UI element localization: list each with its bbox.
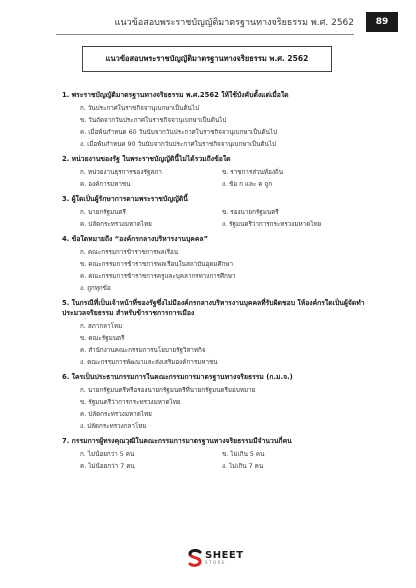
logo-text: SHEET xyxy=(205,550,244,561)
option-a: ก. นายกรัฐมนตรี xyxy=(80,209,126,216)
header-title: แนวข้อสอบพระราชบัญญัติมาตรฐานทางจริยธรรม พ.ศ. 2562 xyxy=(114,18,354,28)
question-6 xyxy=(62,372,382,433)
question-text: 7. กรรมการผู้ทรงคุณวุฒิในคณะกรรมการมาตรฐานทางจริยธรรมมีจำนวนกี่คน xyxy=(62,437,292,445)
header-rule xyxy=(56,34,354,35)
question-3 xyxy=(62,194,382,231)
option-a: ก. สภากลาโหม xyxy=(80,323,123,330)
question-4 xyxy=(62,234,382,295)
option-d: ง. ถูกทุกข้อ xyxy=(80,285,111,292)
logo-s-icon xyxy=(188,549,202,567)
sheet-store-logo xyxy=(188,546,244,570)
option-a: ก. วันประกาศในราชกิจจานุเบกษาเป็นต้นไป xyxy=(80,105,200,112)
question-text: 4. ข้อใดหมายถึง “องค์กรกลางบริหารงานบุคคล” xyxy=(62,235,209,243)
option-b: ข. คณะกรรมการข้าราชการพลเรือนในสถาบันอุดมศึกษา xyxy=(80,261,233,268)
option-a: ก. หน่วยงานธุรการของรัฐสภา xyxy=(80,169,162,176)
question-2 xyxy=(62,154,382,191)
option-c: ค. คณะกรรมการข้าราชการครูและบุคลากรทางการศึกษา xyxy=(80,273,236,280)
option-c: ค. เมื่อพ้นกำหนด 60 วันนับจากวันประกาศในราชกิจจานุเบกษาเป็นต้นไป xyxy=(80,129,278,136)
option-c: ค. องค์การมหาชน xyxy=(80,181,131,188)
question-list xyxy=(62,90,382,476)
question-text: 6. ใครเป็นประธานกรรมการในคณะกรรมการมาตรฐานทางจริยธรรม (ก.ม.จ.) xyxy=(62,373,293,381)
logo-subtext: STORE xyxy=(205,560,226,565)
option-c: ค. ปลัดกระทรวงมหาดไทย xyxy=(80,221,152,228)
option-b: ข. คณะรัฐมนตรี xyxy=(80,335,125,342)
document-title-box: แนวข้อสอบพระราชบัญญัติมาตรฐานทางจริยธรรม พ.ศ. 2562 xyxy=(82,46,332,72)
option-b: ข. รัฐมนตรีว่าการกระทรวงมหาดไทย xyxy=(80,399,181,406)
option-b: ข. ราชการส่วนท้องถิ่น xyxy=(222,169,284,176)
option-c: ค. ปลัดกระทรวงมหาดไทย xyxy=(80,411,152,418)
question-text: 1. พระราชบัญญัติมาตรฐานทางจริยธรรม พ.ศ.2562 ให้ใช้บังคับตั้งแต่เมื่อใด xyxy=(62,91,289,99)
question-7 xyxy=(62,436,382,473)
option-c: ค. ไม่น้อยกว่า 7 คน xyxy=(80,463,135,470)
question-1 xyxy=(62,90,382,151)
option-a: ก. นายกรัฐมนตรีหรือรองนายกรัฐมนตรีที่นายกรัฐมนตรีมอบหมาย xyxy=(80,387,256,394)
option-d: ง. ข้อ ก และ ค ถูก xyxy=(222,181,273,188)
option-d: ง. เมื่อพ้นกำหนด 90 วันนับจากวันประกาศในราชกิจจานุเบกษาเป็นต้นไป xyxy=(80,141,276,148)
question-5 xyxy=(62,298,382,369)
option-d: ง. คณะกรรมการพัฒนาและส่งเสริมองค์การมหาชน xyxy=(80,359,218,366)
question-text: 5. ในกรณีที่เป็นเจ้าหน้าที่ของรัฐซึ่งไม่มีองค์กรกลางบริหารงานบุคคลที่รับผิดชอบ ให้องค์กรใดเป็นผู้จัดทำประมวลจริยธรรม สำหรับข้าราชการการเมือง xyxy=(62,299,365,317)
question-text: 3. ผู้ใดเป็นผู้รักษาการตามพระราชบัญญัตินี้ xyxy=(62,195,188,203)
page-header xyxy=(0,12,416,32)
option-a: ก. ไม่น้อยกว่า 5 คน xyxy=(80,451,135,458)
option-b: ข. วันถัดจากวันประกาศในราชกิจจานุเบกษาเป็นต้นไป xyxy=(80,117,227,124)
option-d: ง. รัฐมนตรีว่าการกระทรวงมหาดไทย xyxy=(222,221,322,228)
option-b: ข. รองนายกรัฐมนตรี xyxy=(222,209,279,216)
option-d: ง. ปลัดกระทรวงกลาโหม xyxy=(80,423,147,430)
option-c: ค. สำนักงานคณะกรรมการนโยบายรัฐวิสาหกิจ xyxy=(80,347,206,354)
option-d: ง. ไม่เกิน 7 คน xyxy=(222,463,264,470)
option-b: ข. ไม่เกิน 5 คน xyxy=(222,451,265,458)
option-a: ก. คณะกรรมการข้าราชการพลเรือน xyxy=(80,249,179,256)
page-number-badge: 89 xyxy=(366,12,398,32)
question-text: 2. หน่วยงานของรัฐ ในพระราชบัญญัตินี้ไม่ได้รวมถึงข้อใด xyxy=(62,155,231,163)
